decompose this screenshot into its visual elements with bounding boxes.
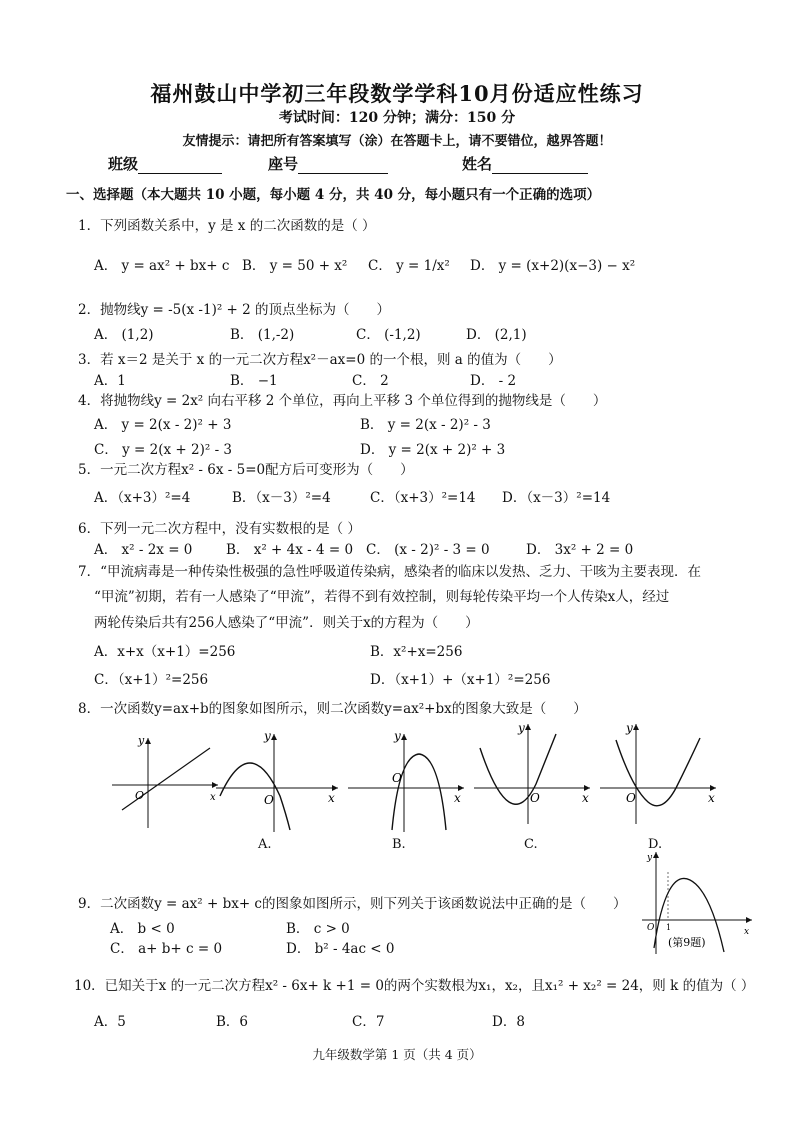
q8-graph-a-o: O <box>264 793 274 807</box>
q1-stem: 1．下列函数关系中，y 是 x 的二次函数的是（ ） <box>78 218 376 234</box>
q2-option-a[interactable]: A． (1,2) <box>94 327 154 343</box>
q10-option-a[interactable]: A．5 <box>94 1014 126 1030</box>
q3-option-a[interactable]: A．1 <box>94 373 126 389</box>
q9-graph-one: 1 <box>666 923 672 932</box>
name-label: 姓名 <box>462 155 493 173</box>
class-label: 班级 <box>108 155 139 173</box>
class-field[interactable] <box>108 153 222 174</box>
q8-graph0-y: y <box>138 734 145 747</box>
q8-graph-a[interactable] <box>212 726 342 836</box>
q8-graph-d-o: O <box>626 791 636 805</box>
q5-stem: 5．一元二次方程x² - 6x - 5=0配方后可变形为（ ） <box>78 462 414 478</box>
q7-stem-line2: “甲流”初期，若有一人感染了“甲流”，若得不到有效控制，则每轮传染平均一个人传染x人，经过 <box>94 589 670 605</box>
q8-label-d[interactable]: D. <box>648 837 663 852</box>
q9-stem: 9．二次函数y = ax² + bx+ c的图象如图所示，则下列关于该函数说法中正确的是（ ） <box>78 896 627 912</box>
q8-graph-c[interactable] <box>470 718 595 828</box>
q8-graph-d-y: y <box>626 721 633 735</box>
seat-blank[interactable] <box>298 157 388 174</box>
q3-option-b[interactable]: B． −1 <box>230 373 278 389</box>
q1-option-b[interactable]: B． y = 50 + x² <box>242 258 348 274</box>
q5-option-d[interactable]: D．（x－3）²=14 <box>502 490 611 506</box>
q1-option-c[interactable]: C． y = 1/x² <box>368 258 450 274</box>
q6-option-c[interactable]: C． (x - 2)² - 3 = 0 <box>366 542 490 558</box>
q5-option-c[interactable]: C．（x+3）²=14 <box>370 490 476 506</box>
q2-option-c[interactable]: C． (-1,2) <box>356 327 421 343</box>
q8-graph-c-x: x <box>582 791 589 805</box>
q8-graph-b-o: O <box>392 771 402 785</box>
q9-graph-caption: (第9题) <box>668 936 706 949</box>
page-title: 福州鼓山中学初三年段数学学科10月份适应性练习 <box>150 81 644 106</box>
q8-graph-a-x: x <box>328 791 335 805</box>
q7-option-b[interactable]: B．x²+x=256 <box>370 644 463 660</box>
q7-stem-line1: 7．“甲流病毒是一种传染性极强的急性呼吸道传染病，感染者的临床以发热、乏力、干咳为主要表现．在 <box>78 564 701 580</box>
q7-option-a[interactable]: A．x+x（x+1）=256 <box>94 644 236 660</box>
class-blank[interactable] <box>138 157 222 174</box>
q10-option-c[interactable]: C．7 <box>352 1014 385 1030</box>
exam-tip: 友情提示：请把所有答案填写（涂）在答题卡上，请不要错位，越界答题！ <box>182 134 612 149</box>
name-field[interactable] <box>462 153 588 174</box>
q8-line-graph <box>110 730 220 830</box>
q2-option-d[interactable]: D． (2,1) <box>466 327 527 343</box>
q5-option-a[interactable]: A．（x+3）²=4 <box>94 490 191 506</box>
q8-graph-b[interactable] <box>344 726 469 836</box>
seat-label: 座号 <box>268 155 299 173</box>
q4-option-b[interactable]: B． y = 2(x - 2)² - 3 <box>360 417 491 433</box>
q7-stem-line3: 两轮传染后共有256人感染了“甲流”．则关于x的方程为（ ） <box>94 615 479 631</box>
q6-stem: 6．下列一元二次方程中，没有实数根的是（ ） <box>78 521 361 537</box>
q1-option-d[interactable]: D． y = (x+2)(x−3) − x² <box>470 258 636 274</box>
q9-option-d[interactable]: D． b² - 4ac < 0 <box>286 941 395 957</box>
q3-option-c[interactable]: C． 2 <box>352 373 389 389</box>
q8-graph0-x: x <box>210 792 216 803</box>
q8-graph-c-o: O <box>530 791 540 805</box>
page-footer: 九年级数学第 1 页（共 4 页） <box>312 1047 482 1062</box>
q9-graph-o: O <box>647 923 655 933</box>
q8-graph0-o: O <box>135 789 145 802</box>
q9-option-a[interactable]: A． b < 0 <box>110 921 175 937</box>
q8-label-b[interactable]: B. <box>392 837 406 852</box>
seat-field[interactable] <box>268 153 388 174</box>
q3-stem: 3．若 x＝2 是关于 x 的一元二次方程x²－ax=0 的一个根，则 a 的值为（ ） <box>78 352 562 368</box>
q7-option-d[interactable]: D．（x+1）+（x+1）²=256 <box>370 672 551 688</box>
q2-stem: 2．抛物线y = -5(x -1)² + 2 的顶点坐标为（ ） <box>78 302 391 318</box>
q6-option-b[interactable]: B． x² + 4x - 4 = 0 <box>226 542 354 558</box>
q8-label-c[interactable]: C. <box>524 837 538 852</box>
q3-option-d[interactable]: D． - 2 <box>470 373 517 389</box>
q8-graph-d[interactable] <box>596 718 721 828</box>
q8-graph-b-x: x <box>454 791 461 805</box>
q6-option-a[interactable]: A． x² - 2x = 0 <box>94 542 193 558</box>
q10-stem: 10．已知关于x 的一元二次方程x² - 6x+ k +1 = 0的两个实数根为x₁，x₂，且x₁² + x₂² = 24，则 k 的值为（ ） <box>74 978 755 994</box>
q1-option-a[interactable]: A． y = ax² + bx+ c <box>94 258 230 274</box>
name-blank[interactable] <box>492 157 588 174</box>
exam-info: 考试时间：120 分钟；满分：150 分 <box>278 110 516 126</box>
q8-graph-c-y: y <box>518 721 525 735</box>
q8-graph-b-y: y <box>394 729 401 743</box>
q10-option-b[interactable]: B．6 <box>216 1014 249 1030</box>
q4-option-d[interactable]: D． y = 2(x + 2)² + 3 <box>360 442 506 458</box>
q9-graph-x: x <box>744 927 750 937</box>
q4-stem: 4．将抛物线y = 2x² 向右平移 2 个单位，再向上平移 3 个单位得到的抛物线是（ ） <box>78 393 607 409</box>
q8-label-a[interactable]: A. <box>258 837 272 852</box>
q4-option-c[interactable]: C． y = 2(x + 2)² - 3 <box>94 442 233 458</box>
q4-option-a[interactable]: A． y = 2(x - 2)² + 3 <box>94 417 232 433</box>
q9-option-c[interactable]: C． a+ b+ c = 0 <box>110 941 223 957</box>
q5-option-b[interactable]: B．（x－3）²=4 <box>232 490 331 506</box>
q9-option-b[interactable]: B． c > 0 <box>286 921 350 937</box>
q8-stem: 8．一次函数y=ax+b的图象如图所示，则二次函数y=ax²+bx的图象大致是（ ） <box>78 701 587 717</box>
q9-graph-y: y <box>647 853 653 863</box>
q7-option-c[interactable]: C．（x+1）²=256 <box>94 672 209 688</box>
q8-graph-a-y: y <box>264 729 271 743</box>
q10-option-d[interactable]: D．8 <box>492 1014 525 1030</box>
q2-option-b[interactable]: B． (1,-2) <box>230 327 295 343</box>
q9-graph <box>638 848 758 958</box>
q8-graph-d-x: x <box>708 791 715 805</box>
q6-option-d[interactable]: D． 3x² + 2 = 0 <box>526 542 634 558</box>
section-heading: 一、选择题（本大题共 10 小题，每小题 4 分，共 40 分，每小题只有一个正确的选项） <box>66 187 601 203</box>
